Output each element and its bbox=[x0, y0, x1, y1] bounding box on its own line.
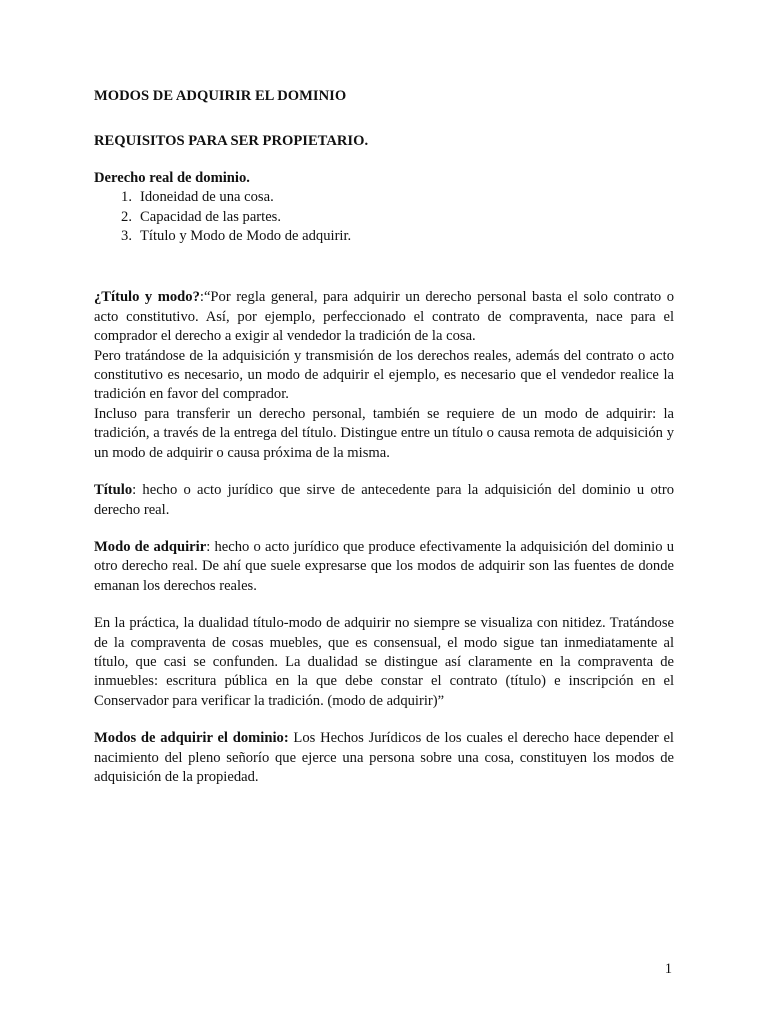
requirements-list bbox=[94, 188, 674, 246]
modo-definition bbox=[94, 538, 674, 596]
section-heading: Derecho real de dominio. bbox=[94, 169, 250, 186]
document-title: MODOS DE ADQUIRIR EL DOMINIO bbox=[94, 88, 347, 104]
modos-dominio-lead: Modos de adquirir el dominio: bbox=[94, 730, 289, 747]
list-text: Título y Modo de Modo de adquirir. bbox=[140, 228, 352, 245]
modo-lead: Modo de adquirir bbox=[94, 538, 207, 555]
list-number: 1. bbox=[121, 189, 132, 206]
titulo-modo-text-3: Incluso para transferir un derecho personal, también se requiere de un modo de adquirir: la tradición, a través de la entrega del título. Distingue entre un título o causa remota de adquisición y un modo de adquirir o causa próxima de la misma. bbox=[94, 405, 674, 461]
titulo-definition bbox=[94, 481, 674, 520]
list-text: Idoneidad de una cosa. bbox=[140, 189, 274, 206]
modos-dominio-paragraph bbox=[94, 729, 674, 787]
modos-dominio-text: Los Hechos Jurídicos de los cuales el derecho hace depender el nacimiento del pleno señorío que ejerce una persona sobre una cosa, constituyen los modos de adquisición de la propiedad. bbox=[94, 730, 674, 785]
list-item bbox=[94, 188, 674, 207]
titulo-modo-text-2: Pero tratándose de la adquisición y transmisión de los derechos reales, además del contrato o acto constitutivo es necesario, un modo de adquirir el ejemplo, es necesario que el vendedor realice la tradición en favor del comprador. bbox=[94, 347, 674, 403]
titulo-modo-text-1: :“Por regla general, para adquirir un derecho personal basta el solo contrato o acto constitutivo. Así, por ejemplo, perfeccionado el contrato de compraventa, nace para el comprador el derecho a exigir al vendedor la tradición de la cosa. bbox=[94, 289, 674, 345]
document-page bbox=[94, 87, 674, 787]
list-number: 3. bbox=[121, 228, 132, 245]
list-item bbox=[94, 227, 674, 246]
practica-paragraph: En la práctica, la dualidad título-modo de adquirir no siempre se visualiza con nitidez. Tratándose de la compraventa de cosas muebles, que es consensual, el modo sigue tan inmediatamente al título, que casi se confunden. La dualidad se distingue así claramente en la compraventa de inmuebles: escritura pública en la que debe constar el contrato (título) e inscripción en el Conservador para verificar la tradición. (modo de adquirir)” bbox=[94, 615, 674, 709]
titulo-text: : hecho o acto jurídico que sirve de antecedente para la adquisición del dominio u otro derecho real. bbox=[94, 482, 674, 518]
section-subtitle: REQUISITOS PARA SER PROPIETARIO. bbox=[94, 133, 369, 150]
list-item bbox=[94, 208, 674, 227]
page-number: 1 bbox=[664, 961, 672, 977]
titulo-modo-paragraph bbox=[94, 288, 674, 346]
titulo-modo-lead: ¿Título y modo? bbox=[94, 289, 200, 306]
list-text: Capacidad de las partes. bbox=[140, 208, 282, 225]
list-number: 2. bbox=[121, 208, 132, 225]
titulo-lead: Título bbox=[94, 482, 133, 499]
modo-text: : hecho o acto jurídico que produce efectivamente la adquisición del dominio u otro derecho real. De ahí que suele expresarse que los modos de adquirir son las fuentes de donde emanan los derechos reales. bbox=[94, 538, 675, 594]
